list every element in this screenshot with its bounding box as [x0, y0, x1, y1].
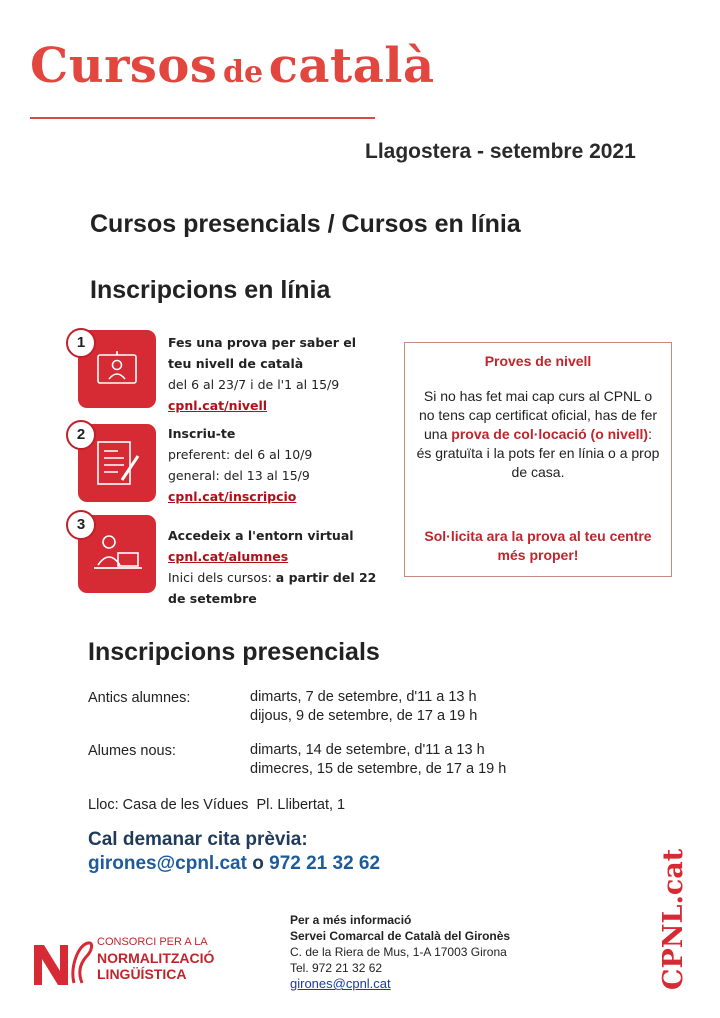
- location: Lloc: Casa de les Vídues Pl. Llibertat, 1: [88, 797, 346, 813]
- place-date: Llagostera - setembre 2021: [365, 140, 636, 163]
- appointment-label: Cal demanar cita prèvia:: [88, 829, 308, 850]
- appointment-email[interactable]: girones@cpnl.cat: [88, 853, 247, 874]
- row-label-new: Alumes nous:: [88, 743, 176, 759]
- cpnl-logo-text: CONSORCI PER A LA NORMALITZACIÓ LINGÜÍSTICA: [97, 936, 215, 982]
- alumnes-link[interactable]: cpnl.cat/alumnes: [168, 549, 289, 564]
- step-2-text: Inscriu-te preferent: del 6 al 10/9 general: del 13 al 15/9 cpnl.cat/inscripcio: [168, 423, 378, 507]
- step-1-text: Fes una prova per saber el teu nivell de català del 6 al 23/7 i de l'1 al 15/9 cpnl.cat/nivell: [168, 332, 378, 416]
- level-test-box: [404, 342, 672, 577]
- presencial-heading: Inscripcions presencials: [88, 638, 380, 666]
- level-test-title: Proves de nivell: [484, 353, 592, 369]
- footer-email-link[interactable]: girones@cpnl.cat: [290, 976, 391, 991]
- level-test-body: Si no has fet mai cap curs al CPNL o no tens cap certificat oficial, has de fer una prova de col·locació (o nivell): és gratuïta i la pots fer en línia o a prop de casa.: [416, 388, 660, 480]
- row-value-old: dimarts, 7 de setembre, d'11 a 13 h dijous, 9 de setembre, de 17 a 19 h: [250, 689, 478, 724]
- step-2-number: 2: [66, 420, 96, 450]
- inscripcio-link[interactable]: cpnl.cat/inscripcio: [168, 489, 297, 504]
- side-brand: [656, 840, 690, 990]
- modes-heading: Cursos presencials / Cursos en línia: [90, 210, 521, 238]
- row-value-new: dimarts, 14 de setembre, d'11 a 13 h dimecres, 15 de setembre, de 17 a 19 h: [250, 742, 507, 777]
- level-test-cta: Sol·licita ara la prova al teu centre més proper!: [424, 528, 652, 563]
- online-heading: Inscripcions en línia: [90, 276, 331, 304]
- footer-info: Per a més informació Servei Comarcal de Català del Gironès C. de la Riera de Mus, 1-A 17003 Girona Tel. 972 21 32 62 girones@cpnl.cat: [290, 913, 511, 991]
- step-3-text: Accedeix a l'entorn virtual cpnl.cat/alumnes Inici dels cursos: a partir del 22 de setembre: [168, 525, 386, 609]
- svg-text:CPNL.cat: CPNL.cat: [658, 848, 689, 990]
- nivell-link[interactable]: cpnl.cat/nivell: [168, 398, 268, 413]
- row-label-old: Antics alumnes:: [88, 690, 191, 706]
- title-underline: [30, 117, 375, 119]
- page-title: Cursos de català: [30, 38, 435, 94]
- appointment-contact: girones@cpnl.cat o 972 21 32 62: [88, 853, 381, 874]
- cpnl-logo-icon: [30, 937, 94, 994]
- appointment-phone[interactable]: 972 21 32 62: [269, 853, 381, 874]
- step-3-number: 3: [66, 510, 96, 540]
- step-1-number: 1: [66, 328, 96, 358]
